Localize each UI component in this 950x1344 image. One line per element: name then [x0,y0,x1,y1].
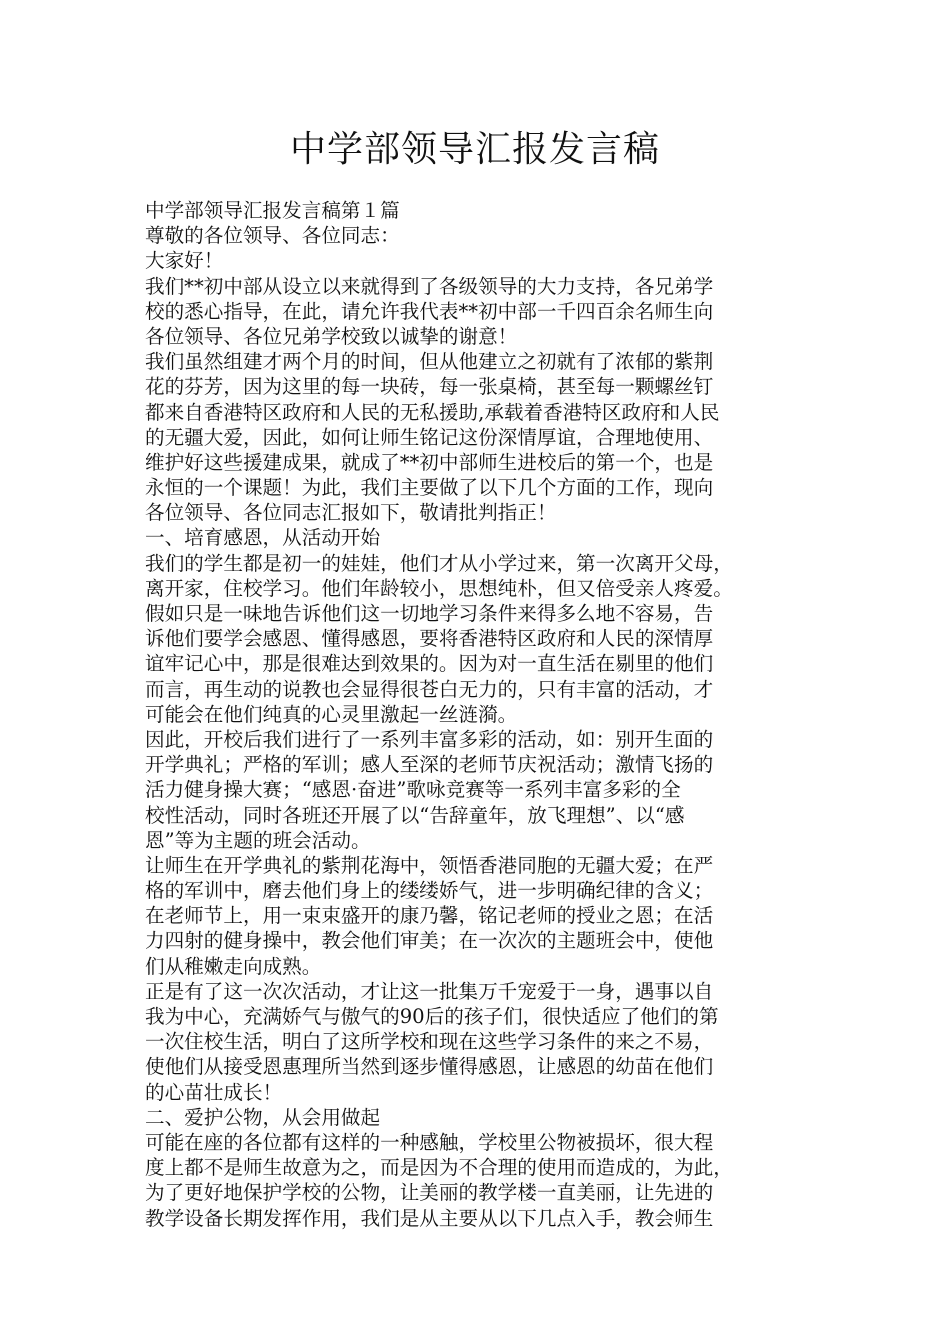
text-line: 二、爱护公物，从会用做起 [145,1105,381,1129]
text-line: 一次住校生活，明白了这所学校和现在这些学习条件的来之不易， [145,1030,714,1054]
text-line: 花的芬芳，因为这里的每一块砖，每一张桌椅，甚至每一颗螺丝钉 [145,375,714,399]
text-line: 假如只是一味地告诉他们这一切地学习条件来得多么地不容易，告 [145,602,714,625]
text-line: 为了更好地保护学校的公物，让美丽的教学楼一直美丽，让先进的 [145,1181,714,1205]
text-line: 开学典礼；严格的军训；感人至深的老师节庆祝活动；激情飞扬的 [145,753,714,777]
text-line: 的心苗壮成长！ [145,1080,283,1104]
text-line: 使他们从接受恩惠理所当然到逐步懂得感恩，让感恩的幼苗在他们 [145,1055,714,1079]
text-line: 恩”等为主题的班会活动。 [145,828,371,852]
document-title: 中学部领导汇报发言稿 [289,129,660,170]
text-line: 度上都不是师生故意为之，而是因为不合理的使用而造成的，为此， [145,1156,733,1180]
text-line: 在老师节上，用一束束盛开的康乃馨，铭记老师的授业之恩；在活 [145,904,714,928]
text-line: 活力健身操大赛；“感恩·奋进”歌咏竞赛等一系列丰富多彩的全 [145,778,681,802]
text-line: 都来自香港特区政府和人民的无私援助,承载着香港特区政府和人民 [145,400,720,424]
text-line: 而言，再生动的说教也会显得很苍白无力的，只有丰富的活动，才 [145,677,714,701]
text-line: 我们的学生都是初一的娃娃，他们才从小学过来，第一次离开父母， [145,551,733,575]
text-line: 谊牢记心中，那是很难达到效果的。因为对一直生活在剔里的他们 [145,652,714,676]
text-line: 力四射的健身操中，教会他们审美；在一次次的主题班会中，使他 [145,929,714,953]
text-line: 可能会在他们纯真的心灵里激起一丝涟漪。 [145,702,518,726]
text-line: 我为中心，充满娇气与傲气的90后的孩子们，很快适应了他们的第 [145,1005,719,1028]
text-line: 可能在座的各位都有这样的一种感触，学校里公物被损坏，很大程 [145,1130,714,1154]
text-line: 永恒的一个课题！为此，我们主要做了以下几个方面的工作，现向 [145,476,714,500]
text-line: 一、培育感恩，从活动开始 [145,526,381,550]
text-line: 教学设备长期发挥作用，我们是从主要从以下几点入手，教会师生 [145,1206,714,1230]
text-line: 尊敬的各位领导、各位同志： [145,224,400,248]
text-line: 离开家，住校学习。他们年龄较小，思想纯朴，但又倍受亲人疼爱。 [145,576,733,600]
text-line: 让师生在开学典礼的紫荆花海中，领悟香港同胞的无疆大爱；在严 [145,853,714,877]
text-line: 们从稚嫩走向成熟。 [145,954,322,978]
text-line: 各位领导、各位兄弟学校致以诚挚的谢意！ [145,324,518,348]
text-line: 各位领导、各位同志汇报如下，敬请批判指正！ [145,501,557,525]
text-line: 格的军训中，磨去他们身上的缕缕娇气，进一步明确纪律的含义； [145,879,714,903]
text-line: 维护好这些援建成果，就成了**初中部师生进校后的第一个，也是 [145,450,714,474]
document-body [145,198,810,1231]
text-line: 校的悉心指导，在此，请允许我代表**初中部一千四百余名师生向 [145,299,714,323]
text-line: 诉他们要学会感恩、懂得感恩，要将香港特区政府和人民的深情厚 [145,627,714,651]
text-line: 的无疆大爱，因此，如何让师生铭记这份深情厚谊，合理地使用、 [145,425,714,449]
text-line: 因此，开校后我们进行了一系列丰富多彩的活动，如：别开生面的 [145,727,714,751]
text-line: 我们**初中部从设立以来就得到了各级领导的大力支持，各兄弟学 [145,274,714,298]
text-line: 我们虽然组建才两个月的时间，但从他建立之初就有了浓郁的紫荆 [145,350,714,374]
text-line: 正是有了这一次次活动，才让这一批集万千宠爱于一身，遇事以自 [145,979,714,1003]
text-line: 校性活动，同时各班还开展了以“告辞童年，放飞理想”、以“感 [145,803,685,827]
text-line: 大家好！ [145,249,224,273]
text-line: 中学部领导汇报发言稿第１篇 [145,199,400,222]
